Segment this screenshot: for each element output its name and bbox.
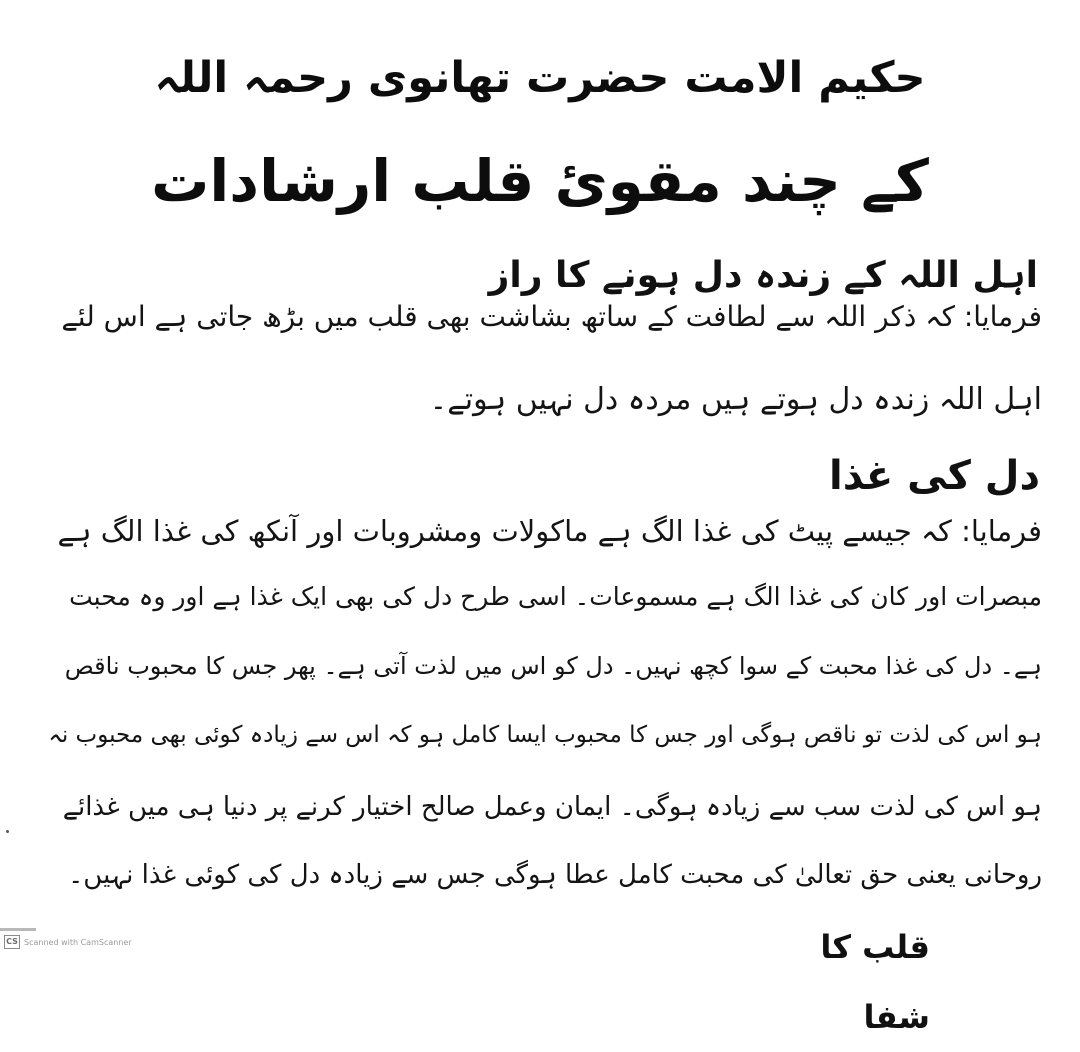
- camscanner-watermark-text: Scanned with CamScanner: [24, 937, 132, 947]
- paragraph-line: ہو اس کی لذت سب سے زیادہ ہوگی۔ ایمان وعمل صالح اختیار کرنے پر دنیا ہی میں غذائے: [62, 792, 1042, 822]
- scan-smudge: [0, 928, 36, 931]
- paragraph-line: روحانی یعنی حق تعالیٰ کی محبت کامل عطا ہوگی جس سے زیادہ دل کی کوئی غذا نہیں۔: [68, 860, 1042, 890]
- paragraph-line: اہل اللہ زندہ دل ہوتے ہیں مردہ دل نہیں ہوتے۔: [429, 382, 1042, 417]
- camscanner-watermark: [4, 934, 132, 950]
- paragraph-line: فرمایا: کہ جیسے پیٹ کی غذا الگ ہے ماکولات ومشروبات اور آنکھ کی غذا الگ ہے: [57, 514, 1042, 548]
- document-title-line-2: کے چند مقویٔ قلب ارشادات: [151, 147, 929, 215]
- document-title-line-1: حکیم الامت حضرت تھانوی رحمہ اللہ: [154, 53, 926, 103]
- scan-speck: [6, 830, 9, 833]
- section-paragraph-zinda-dil: [32, 300, 1042, 440]
- section-paragraph-dil-ki-ghiza: [32, 514, 1042, 914]
- camscanner-logo-icon: CS: [4, 935, 20, 949]
- section-heading-dil-ki-ghiza: دل کی غذا: [829, 453, 1040, 499]
- paragraph-line: ہے۔ دل کی غذا محبت کے سوا کچھ نہیں۔ دل کو اس میں لذت آتی ہے۔ پھر جس کا محبوب ناقص: [64, 652, 1042, 680]
- section-heading-zinda-dil: اہل اللہ کے زندہ دل ہونے کا راز: [488, 255, 1038, 296]
- paragraph-line: ہو اس کی لذت تو ناقص ہوگی اور جس کا محبوب ایسا کامل ہو کہ اس سے زیادہ کوئی بھی محبوب نہ: [48, 722, 1042, 748]
- paragraph-line: مبصرات اور کان کی غذا الگ ہے مسموعات۔ اسی طرح دل کی بھی ایک غذا ہے اور وہ محبت: [69, 582, 1042, 611]
- cut-off-heading: قلب کا شفا: [820, 928, 930, 1036]
- paragraph-line: فرمایا: کہ ذکر اللہ سے لطافت کے ساتھ بشاشت بھی قلب میں بڑھ جاتی ہے اس لئے: [61, 300, 1042, 333]
